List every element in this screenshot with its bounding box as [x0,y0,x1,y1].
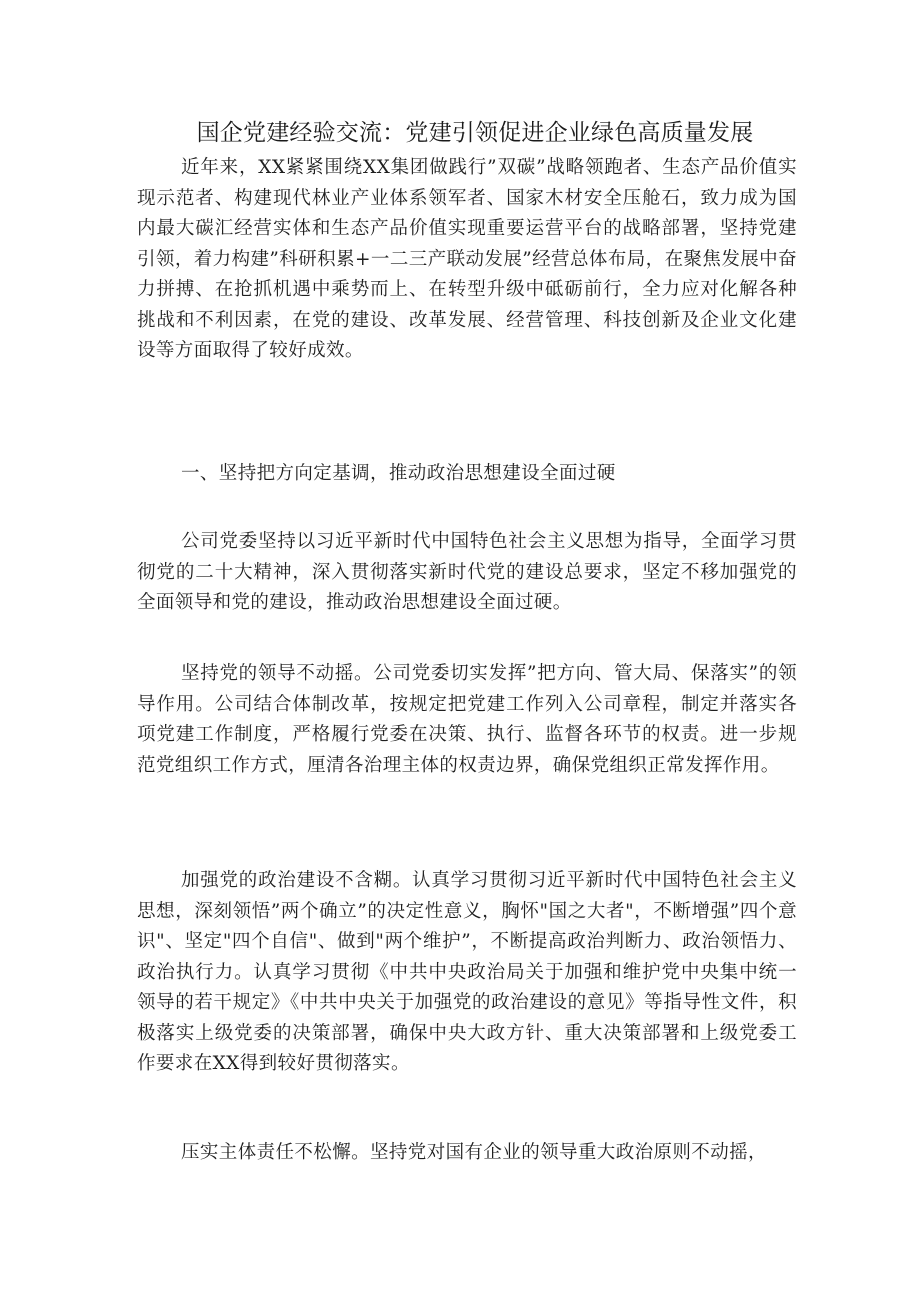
section-1-paragraph-2: 坚持党的领导不动摇。公司党委切实发挥”把方向、管大局、保落实”的领导作用。公司结合体制改革，按规定把党建工作列入公司章程，制定并落实各项党建工作制度，严格履行党委在决策、执行、监督各环节的权责。进一步规范党组织工作方式，厘清各治理主体的权责边界，确保党组织正常发挥作用。 [137,663,797,776]
section-1-paragraph-1: 公司党委坚持以习近平新时代中国特色社会主义思想为指导，全面学习贯彻党的二十大精神，深入贯彻落实新时代党的建设总要求，坚定不移加强党的全面领导和党的建设，推动政治思想建设全面过硬。 [137,531,797,613]
section-1-paragraph-3: 加强党的政治建设不含糊。认真学习贯彻习近平新时代中国特色社会主义思想，深刻领悟”两个确立”的决定性意义，胸怀"国之大者"，不断增强”四个意识"、坚定"四个自信"、做到"两个维护”，不断提高政治判断力、政治领悟力、政治执行力。认真学习贯彻《中共中央政治局关于加强和维护党中央集中统一领导的若干规定》《中共中央关于加强党的政治建设的意见》等指导性文件，积极落实上级党委的决策部署，确保中央大政方针、重大决策部署和上级党委工作要求在XX得到较好贯彻落实。 [137,870,797,1074]
section-heading-1: 一、坚持把方向定基调，推动政治思想建设全面过硬 [181,463,616,484]
document-title: 国企党建经验交流：党建引领促进企业绿色高质量发展 [196,120,754,146]
section-1-paragraph-4: 压实主体责任不松懈。坚持党对国有企业的领导重大政治原则不动摇， [181,1142,767,1163]
intro-paragraph: 近年来，XX紧紧围绕XX集团做践行”双碳”战略领跑者、生态产品价值实现示范者、构建现代林业产业体系领军者、国家木材安全压舱石，致力成为国内最大碳汇经营实体和生态产品价值实现重要运营平台的战略部署，坚持党建引领，着力构建”科研积累+一二三产联动发展”经营总体布局，在聚焦发展中奋力拼搏、在抢抓机遇中乘势而上、在转型升级中砥砺前行，全力应对化解各种挑战和不利因素，在党的建设、改革发展、经营管理、科技创新及企业文化建设等方面取得了较好成效。 [137,157,797,361]
